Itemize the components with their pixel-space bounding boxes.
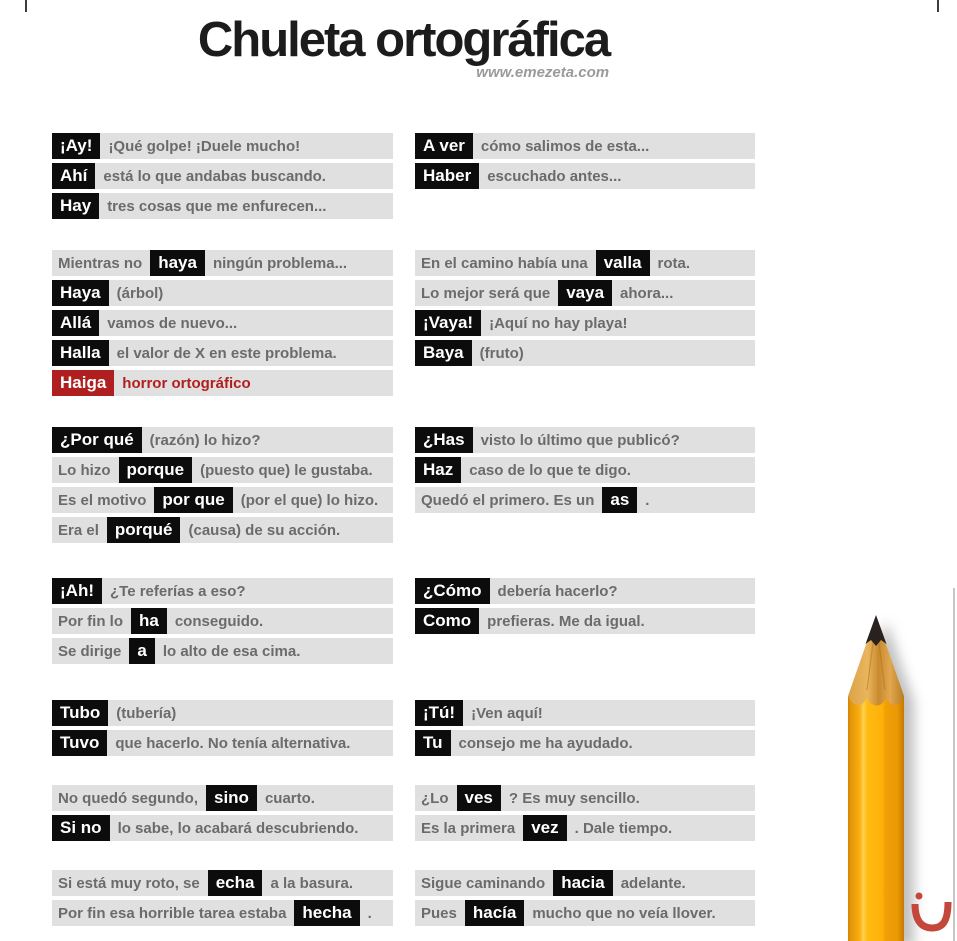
example-row xyxy=(52,163,393,189)
example-row xyxy=(415,870,755,896)
left-column xyxy=(52,700,393,756)
example-text: rota. xyxy=(657,254,691,272)
keyword-highlight: echa xyxy=(208,870,263,896)
left-column xyxy=(52,578,393,664)
page-title: Chuleta ortográfica xyxy=(197,13,610,67)
left-column xyxy=(52,133,393,219)
keyword-highlight: A ver xyxy=(415,133,473,159)
keyword-highlight: ves xyxy=(457,785,501,811)
keyword-highlight: ¿Cómo xyxy=(415,578,490,604)
example-text: Por fin esa horrible tarea estaba xyxy=(58,904,287,922)
keyword-highlight: hacía xyxy=(465,900,524,926)
example-text: Sigue caminando xyxy=(421,874,546,892)
example-text: escuchado antes... xyxy=(487,167,622,185)
example-row xyxy=(52,487,393,513)
keyword-highlight: ¿Has xyxy=(415,427,473,453)
keyword-highlight: por que xyxy=(154,487,232,513)
example-row xyxy=(52,457,393,483)
example-text: caso de lo que te digo. xyxy=(469,461,631,479)
website-url: www.emezeta.com xyxy=(476,63,610,81)
example-text: mucho que no veía llover. xyxy=(532,904,716,922)
example-row xyxy=(415,785,755,811)
left-column xyxy=(52,870,393,926)
right-column xyxy=(415,250,755,396)
example-text: (por el que) lo hizo. xyxy=(240,491,379,509)
keyword-highlight: Tu xyxy=(415,730,451,756)
frame-tick-right xyxy=(937,0,939,12)
example-text: ¿Te referías a eso? xyxy=(109,582,246,600)
example-text: No quedó segundo, xyxy=(58,789,198,807)
example-row xyxy=(52,578,393,604)
keyword-highlight: hacia xyxy=(553,870,612,896)
example-text: ? Es muy sencillo. xyxy=(508,789,640,807)
keyword-highlight: a xyxy=(129,638,154,664)
keyword-highlight: ¡Vaya! xyxy=(415,310,481,336)
keyword-highlight: as xyxy=(602,487,637,513)
keyword-highlight: Haya xyxy=(52,280,109,306)
right-column xyxy=(415,133,755,219)
example-text: Es el motivo xyxy=(58,491,147,509)
example-text: (puesto que) le gustaba. xyxy=(200,461,373,479)
example-row xyxy=(52,310,393,336)
example-row xyxy=(415,133,755,159)
example-row xyxy=(415,250,755,276)
example-row xyxy=(52,193,393,219)
keyword-highlight: Allá xyxy=(52,310,99,336)
example-text: Por fin lo xyxy=(58,612,123,630)
example-text: Se dirige xyxy=(58,642,122,660)
example-text: Pues xyxy=(421,904,457,922)
example-row xyxy=(52,133,393,159)
right-column xyxy=(415,578,755,664)
example-text: tres cosas que me enfurecen... xyxy=(107,197,327,215)
example-text: está lo que andabas buscando. xyxy=(103,167,326,185)
example-row xyxy=(415,700,755,726)
example-row xyxy=(415,340,755,366)
example-row xyxy=(52,900,393,926)
group-row-5 xyxy=(52,700,755,756)
example-row xyxy=(415,280,755,306)
keyword-highlight: ¿Por qué xyxy=(52,427,142,453)
example-text: ¡Qué golpe! ¡Duele mucho! xyxy=(108,137,301,155)
example-text: (árbol) xyxy=(116,284,164,302)
example-row xyxy=(415,487,755,513)
example-text: el valor de X en este problema. xyxy=(116,344,337,362)
pencil-icon xyxy=(845,612,907,941)
example-text: Es la primera xyxy=(421,819,516,837)
example-row xyxy=(52,427,393,453)
left-column xyxy=(52,250,393,396)
keyword-highlight: porqué xyxy=(107,517,181,543)
keyword-highlight: porque xyxy=(119,457,193,483)
right-column xyxy=(415,700,755,756)
keyword-highlight: ha xyxy=(131,608,167,634)
example-text: . Dale tiempo. xyxy=(574,819,673,837)
example-row xyxy=(415,608,755,634)
examples-area xyxy=(52,133,755,926)
keyword-highlight: ¡Ah! xyxy=(52,578,102,604)
example-text: (fruto) xyxy=(479,344,524,362)
keyword-error-highlight: Haiga xyxy=(52,370,114,396)
example-text: Lo hizo xyxy=(58,461,111,479)
keyword-highlight: sino xyxy=(206,785,257,811)
keyword-highlight: ¡Tú! xyxy=(415,700,463,726)
example-row xyxy=(52,700,393,726)
keyword-highlight: Haz xyxy=(415,457,461,483)
example-row xyxy=(52,608,393,634)
right-column xyxy=(415,870,755,926)
example-text: ahora... xyxy=(620,284,674,302)
example-row xyxy=(415,900,755,926)
keyword-highlight: haya xyxy=(150,250,205,276)
example-text: Lo mejor será que xyxy=(421,284,551,302)
keyword-highlight: Si no xyxy=(52,815,110,841)
keyword-highlight: Como xyxy=(415,608,479,634)
example-row xyxy=(52,638,393,664)
right-border-line xyxy=(953,588,955,941)
example-row xyxy=(415,163,755,189)
example-text: prefieras. Me da igual. xyxy=(487,612,645,630)
left-column xyxy=(52,427,393,543)
example-row xyxy=(52,517,393,543)
keyword-highlight: ¡Ay! xyxy=(52,133,100,159)
example-text: consejo me ha ayudado. xyxy=(458,734,633,752)
right-column xyxy=(415,785,755,841)
keyword-highlight: Halla xyxy=(52,340,109,366)
example-text: (razón) lo hizo? xyxy=(149,431,261,449)
example-text: . xyxy=(645,491,650,509)
example-text: (tubería) xyxy=(116,704,177,722)
example-text: lo alto de esa cima. xyxy=(162,642,301,660)
example-text: ¿Lo xyxy=(421,789,449,807)
example-row xyxy=(52,870,393,896)
group-row-7 xyxy=(52,870,755,926)
emezeta-logo-icon xyxy=(911,891,953,934)
example-text: adelante. xyxy=(620,874,686,892)
keyword-highlight: vez xyxy=(523,815,566,841)
example-row xyxy=(52,370,393,396)
example-row xyxy=(415,578,755,604)
example-text: lo sabe, lo acabará descubriendo. xyxy=(117,819,359,837)
example-row xyxy=(415,310,755,336)
example-text: cómo salimos de esta... xyxy=(480,137,650,155)
example-row xyxy=(52,815,393,841)
example-row xyxy=(52,340,393,366)
example-text: debería hacerlo? xyxy=(497,582,618,600)
example-row xyxy=(52,785,393,811)
example-text: En el camino había una xyxy=(421,254,588,272)
example-text: ¡Aquí no hay playa! xyxy=(489,314,628,332)
example-row xyxy=(52,250,393,276)
example-text: vamos de nuevo... xyxy=(107,314,238,332)
group-row-6 xyxy=(52,785,755,841)
right-column xyxy=(415,427,755,543)
keyword-highlight: Tubo xyxy=(52,700,108,726)
title-block xyxy=(198,14,609,81)
group-row-3 xyxy=(52,427,755,543)
group-row-4 xyxy=(52,578,755,664)
example-text: conseguido. xyxy=(174,612,264,630)
example-row xyxy=(52,730,393,756)
example-row xyxy=(52,280,393,306)
keyword-highlight: Ahí xyxy=(52,163,95,189)
keyword-highlight: Hay xyxy=(52,193,99,219)
keyword-highlight: hecha xyxy=(294,900,359,926)
keyword-highlight: Baya xyxy=(415,340,472,366)
example-text: (causa) de su acción. xyxy=(188,521,341,539)
example-text: ningún problema... xyxy=(212,254,348,272)
example-row xyxy=(415,815,755,841)
example-text: Mientras no xyxy=(58,254,143,272)
keyword-highlight: vaya xyxy=(558,280,612,306)
example-text: Era el xyxy=(58,521,99,539)
group-row-2 xyxy=(52,250,755,396)
keyword-highlight: valla xyxy=(596,250,650,276)
frame-tick-left xyxy=(25,0,27,12)
example-text: Quedó el primero. Es un xyxy=(421,491,595,509)
example-text: Si está muy roto, se xyxy=(58,874,200,892)
example-text: a la basura. xyxy=(270,874,354,892)
example-row xyxy=(415,457,755,483)
keyword-highlight: Haber xyxy=(415,163,479,189)
example-row xyxy=(415,427,755,453)
example-text: horror ortográfico xyxy=(122,374,251,392)
left-column xyxy=(52,785,393,841)
example-text: ¡Ven aquí! xyxy=(471,704,543,722)
example-row xyxy=(415,730,755,756)
example-text: . xyxy=(367,904,372,922)
example-text: visto lo último que publicó? xyxy=(480,431,680,449)
keyword-highlight: Tuvo xyxy=(52,730,107,756)
example-text: que hacerlo. No tenía alternativa. xyxy=(115,734,351,752)
header xyxy=(52,14,755,82)
example-text: cuarto. xyxy=(264,789,315,807)
group-row-1 xyxy=(52,133,755,219)
